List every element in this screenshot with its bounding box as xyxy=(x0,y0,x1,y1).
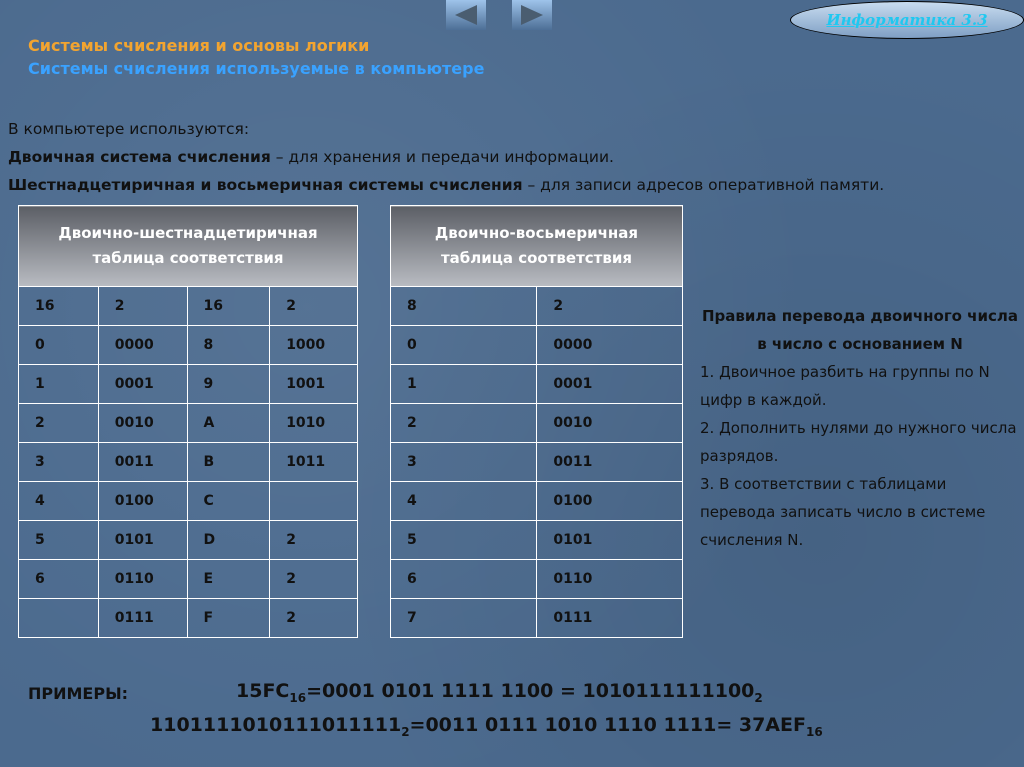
table-cell: 0010 xyxy=(537,404,683,443)
table-cell: 2 xyxy=(270,560,358,599)
table-cell: 2 xyxy=(19,404,99,443)
table-cell: 0110 xyxy=(537,560,683,599)
example-1: $15FC_{16}=0001$ 0101 1111 $1100 = 1010111111100_2$ xyxy=(236,680,763,705)
table-cell: 1010 xyxy=(270,404,358,443)
table-row xyxy=(19,521,358,560)
table-row xyxy=(19,443,358,482)
arrow-left-icon xyxy=(451,3,481,27)
table-cell: 1 xyxy=(19,365,99,404)
table-cell: 8 xyxy=(187,326,270,365)
table-cell: A xyxy=(187,404,270,443)
binary-desc: – для хранения и передачи информации. xyxy=(270,148,614,166)
hex-oct-usage-line xyxy=(8,176,884,194)
table-cell: 0011 xyxy=(98,443,187,482)
table-row xyxy=(391,365,683,404)
table-cell: 7 xyxy=(391,599,537,638)
binary-usage-line xyxy=(8,148,614,166)
table-row xyxy=(19,599,358,638)
table-cell: 4 xyxy=(19,482,99,521)
table-cell xyxy=(19,599,99,638)
table-cell: 6 xyxy=(391,560,537,599)
table-row xyxy=(391,560,683,599)
next-slide-button[interactable] xyxy=(512,0,552,30)
conversion-rules xyxy=(700,302,1020,554)
table-row xyxy=(19,482,358,521)
table-cell xyxy=(270,482,358,521)
table-cell: 0001 xyxy=(537,365,683,404)
table-row xyxy=(391,482,683,521)
table-cell: 4 xyxy=(391,482,537,521)
table-cell: D xyxy=(187,521,270,560)
table-row xyxy=(19,560,358,599)
column-header: 2 xyxy=(537,287,683,326)
table-cell: 5 xyxy=(391,521,537,560)
slide-subtitle: Системы счисления используемые в компьютере xyxy=(28,59,485,78)
table-cell: 0111 xyxy=(537,599,683,638)
table-cell: 0110 xyxy=(98,560,187,599)
header-row xyxy=(19,287,358,326)
table-row xyxy=(391,599,683,638)
table-cell: 3 xyxy=(19,443,99,482)
table-cell: C xyxy=(187,482,270,521)
table-cell: 0111 xyxy=(98,599,187,638)
table-cell: 0 xyxy=(19,326,99,365)
arrow-right-icon xyxy=(517,3,547,27)
table-row xyxy=(391,443,683,482)
table-row xyxy=(19,326,358,365)
table-row xyxy=(391,404,683,443)
header-row xyxy=(391,287,683,326)
slide-title: Системы счисления и основы логики xyxy=(28,36,370,55)
table-cell: 1 xyxy=(391,365,537,404)
table-row xyxy=(19,365,358,404)
column-header: 16 xyxy=(19,287,99,326)
hex-binary-table xyxy=(18,205,358,638)
hex-oct-desc: – для записи адресов оперативной памяти. xyxy=(522,176,885,194)
table-row xyxy=(19,404,358,443)
rule-step: 3. В соответствии с таблицами перевода записать число в системе счисления N. xyxy=(700,475,986,549)
hex-table-title: Двоично-шестнадцетиричная таблица соответствия xyxy=(19,206,358,287)
table-cell: 2 xyxy=(270,599,358,638)
column-header: 2 xyxy=(270,287,358,326)
binary-term: Двоичная система счисления xyxy=(8,148,271,166)
prev-slide-button[interactable] xyxy=(446,0,486,30)
table-cell: 2 xyxy=(391,404,537,443)
table-cell: 0010 xyxy=(98,404,187,443)
table-cell: 0001 xyxy=(98,365,187,404)
table-cell: 2 xyxy=(270,521,358,560)
table-cell: E xyxy=(187,560,270,599)
table-cell: 1001 xyxy=(270,365,358,404)
table-cell: 0000 xyxy=(537,326,683,365)
table-cell: 0000 xyxy=(98,326,187,365)
table-cell: F xyxy=(187,599,270,638)
table-cell: 5 xyxy=(19,521,99,560)
examples-label: ПРИМЕРЫ: xyxy=(28,684,129,703)
table-cell: 0100 xyxy=(98,482,187,521)
table-row xyxy=(391,521,683,560)
table-cell: 1011 xyxy=(270,443,358,482)
table-row xyxy=(391,326,683,365)
table-cell: B xyxy=(187,443,270,482)
table-cell: 6 xyxy=(19,560,99,599)
column-header: 2 xyxy=(98,287,187,326)
intro-text: В компьютере используются: xyxy=(8,120,250,138)
course-badge-link[interactable]: Информатика 3.3 xyxy=(790,1,1024,39)
table-cell: 3 xyxy=(391,443,537,482)
table-cell: 0 xyxy=(391,326,537,365)
oct-binary-table xyxy=(390,205,683,638)
column-header: 8 xyxy=(391,287,537,326)
rule-step: 1. Двоичное разбить на группы по N цифр в каждой. xyxy=(700,363,990,409)
rules-heading: Правила перевода двоичного числа в число с основанием N xyxy=(701,307,1018,353)
table-cell: 0101 xyxy=(537,521,683,560)
table-cell: 9 xyxy=(187,365,270,404)
hex-oct-term: Шестнадцетиричная и восьмеричная системы счисления xyxy=(8,176,523,194)
example-2: $1101111010111011111_2=0011$ 0111 1010 1110 $1111= 37AEF_{16}$ xyxy=(150,714,823,739)
table-cell: 0100 xyxy=(537,482,683,521)
rule-step: 2. Дополнить нулями до нужного числа разрядов. xyxy=(700,419,1017,465)
oct-table-title: Двоично-восьмеричная таблица соответствия xyxy=(391,206,683,287)
table-cell: 1000 xyxy=(270,326,358,365)
column-header: 16 xyxy=(187,287,270,326)
table-cell: 0011 xyxy=(537,443,683,482)
table-cell: 0101 xyxy=(98,521,187,560)
